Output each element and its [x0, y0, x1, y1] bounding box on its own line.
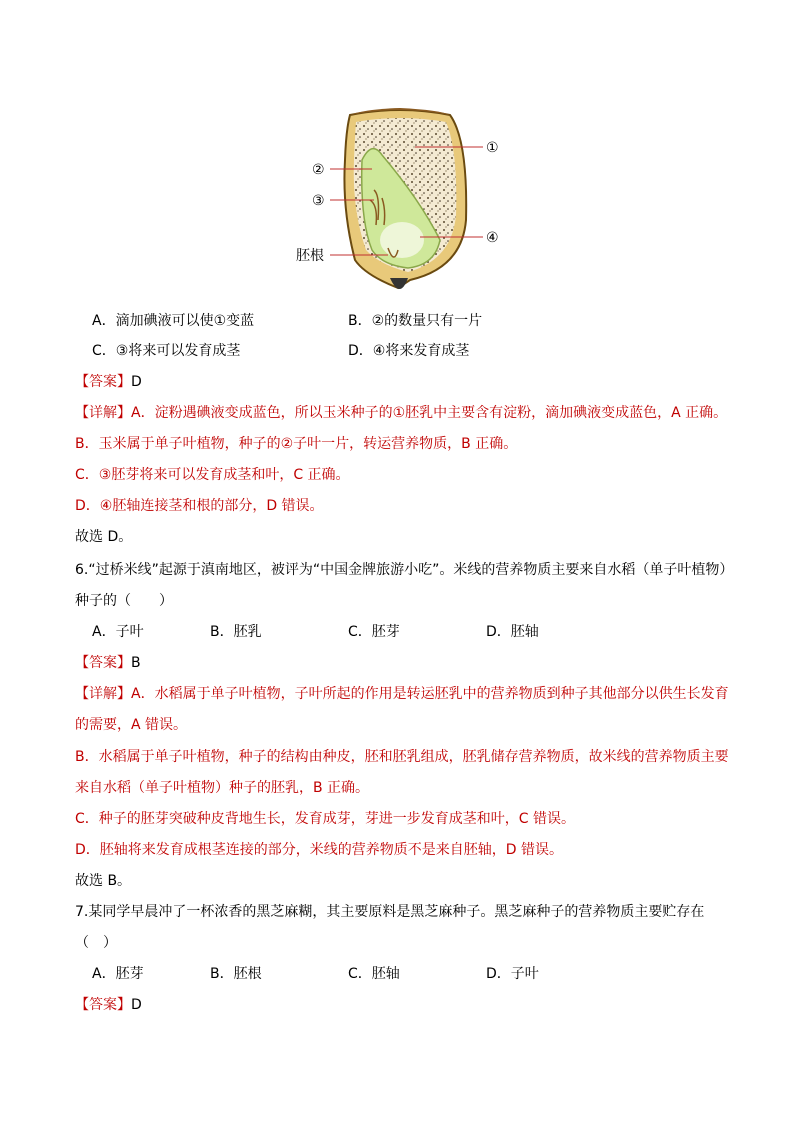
- q6-option-a: A．子叶: [92, 624, 144, 640]
- corn-seed-diagram: [290, 100, 510, 310]
- q7-option-a: A．胚芽: [92, 966, 144, 982]
- q5-option-b: B．②的数量只有一片: [348, 313, 483, 329]
- q5-option-d: D．④将来发育成茎: [348, 343, 470, 359]
- q5-detail-line-4: D．④胚轴连接茎和根的部分，D 错误。: [75, 498, 324, 514]
- q6-detail-line-6: D．胚轴将来发育成根茎连接的部分，米线的营养物质不是来自胚轴，D 错误。: [75, 842, 564, 858]
- q7-option-c: C．胚轴: [348, 966, 400, 982]
- label-4: ④: [486, 230, 499, 246]
- q6-detail-line-4: 来自水稻（单子叶植物）种子的胚乳，B 正确。: [75, 780, 370, 796]
- q5-answer: 【答案】D: [75, 374, 142, 390]
- q5-option-a: A．滴加碘液可以使①变蓝: [92, 313, 255, 329]
- q5-detail-line-1: 【详解】A．淀粉遇碘液变成蓝色，所以玉米种子的①胚乳中主要含有淀粉，滴加碘液变成蓝色，A 正确。: [75, 405, 728, 421]
- q7-option-b: B．胚根: [210, 966, 262, 982]
- q5-option-c: C．③将来可以发育成茎: [92, 343, 241, 359]
- q5-conclusion: 故选 D。: [75, 529, 133, 545]
- label-2: ②: [312, 162, 325, 178]
- q5-detail-line-2: B．玉米属于单子叶植物，种子的②子叶一片，转运营养物质，B 正确。: [75, 436, 518, 452]
- q6-option-b: B．胚乳: [210, 624, 262, 640]
- q6-detail-line-3: B．水稻属于单子叶植物，种子的结构由种皮，胚和胚乳组成，胚乳储存营养物质，故米线的营养物质主要: [75, 749, 729, 765]
- q6-detail-line-2: 的需要，A 错误。: [75, 717, 188, 733]
- corn-seed-figure: [290, 100, 510, 310]
- q6-conclusion: 故选 B。: [75, 873, 132, 889]
- embryo-highlight: [380, 222, 424, 258]
- q7-option-d: D．子叶: [486, 966, 539, 982]
- label-radicle: 胚根: [296, 248, 324, 264]
- q6-stem-line-2: 种子的（ ）: [75, 593, 173, 609]
- q7-answer: 【答案】D: [75, 997, 142, 1013]
- q7-stem-line-2: （ ）: [75, 935, 117, 951]
- label-1: ①: [486, 140, 499, 156]
- q6-answer: 【答案】B: [75, 655, 141, 671]
- q6-detail-line-1: 【详解】A．水稻属于单子叶植物，子叶所起的作用是转运胚乳中的营养物质到种子其他部分以供生长发育: [75, 686, 729, 702]
- q6-option-c: C．胚芽: [348, 624, 400, 640]
- q6-detail-line-5: C．种子的胚芽突破种皮背地生长，发育成芽，芽进一步发育成茎和叶，C 错误。: [75, 811, 575, 827]
- q5-detail-line-3: C．③胚芽将来可以发育成茎和叶，C 正确。: [75, 467, 350, 483]
- q7-stem-line-1: 7.某同学早晨冲了一杯浓香的黑芝麻糊，其主要原料是黑芝麻种子。黑芝麻种子的营养物质主要贮存在: [75, 904, 705, 920]
- q6-option-d: D．胚轴: [486, 624, 539, 640]
- label-3: ③: [312, 193, 325, 209]
- q6-stem-line-1: 6.“过桥米线”起源于滇南地区，被评为“中国金牌旅游小吃”。米线的营养物质主要来自水稻（单子叶植物）: [75, 562, 734, 578]
